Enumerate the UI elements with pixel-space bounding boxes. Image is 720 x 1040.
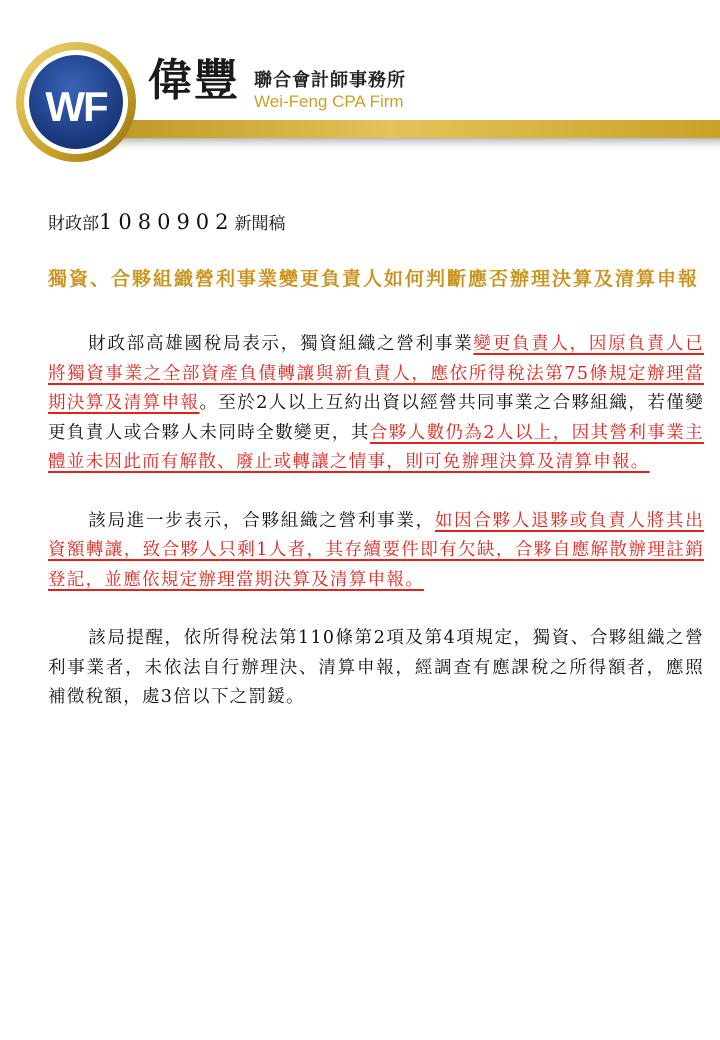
press-suffix: 新聞稿: [234, 214, 286, 234]
paragraph-text: 。至於2人以上互約出資以經營共同事業之合夥組織，若僅變更負責人或合夥人未同時全數變更，其: [48, 393, 705, 443]
press-date: 1080902: [99, 210, 235, 234]
paragraph-3: [48, 624, 704, 713]
highlighted-text: 合夥人數仍為2人以上，因其營利事業主體並未因此而有解散、廢止或轉讓之情事，則可免辦理決算及清算申報。: [48, 422, 704, 472]
highlighted-text: 如因合夥人退夥或負責人將其出資額轉讓，致合夥人只剩1人者，其存續要件即有欠缺，合夥自應解散辦理註銷登記，並應依規定辦理當期決算及清算申報。: [48, 510, 704, 590]
press-release: [48, 206, 704, 713]
highlighted-text: 變更負責人，因原負責人已將獨資事業之全部資產負債轉讓與新負責人，應依所得稅法第75條規定辦理當期決算及清算申報: [48, 334, 704, 413]
paragraph-text: 該局進一步表示，合夥組織之營利事業，: [88, 510, 435, 531]
paragraph-text: 該局提醒，依所得稅法第110條第2項及第4項規定，獨資、合夥組織之營利事業者，未依法自行辦理決、清算申報，經調查有應課稅之所得額者，應照補徵稅額，處3倍以下之罰鍰。: [48, 628, 704, 707]
firm-type: 聯合會計師事務所: [254, 70, 406, 91]
firm-english-name: Wei-Feng CPA Firm: [254, 92, 404, 111]
headline: 獨資、合夥組織營利事業變更負責人如何判斷應否辦理決算及清算申報: [48, 268, 700, 290]
logo-text: WF: [45, 83, 107, 130]
paragraph-2: [48, 507, 704, 596]
letterhead: [0, 0, 720, 170]
press-release-line: [48, 206, 704, 240]
brand-name: 偉豐: [148, 55, 240, 106]
logo: [14, 40, 138, 164]
paragraph-1: [48, 330, 704, 478]
paragraph-text: 財政部高雄國稅局表示，獨資組織之營利事業: [88, 334, 474, 354]
press-prefix: 財政部: [48, 214, 99, 234]
